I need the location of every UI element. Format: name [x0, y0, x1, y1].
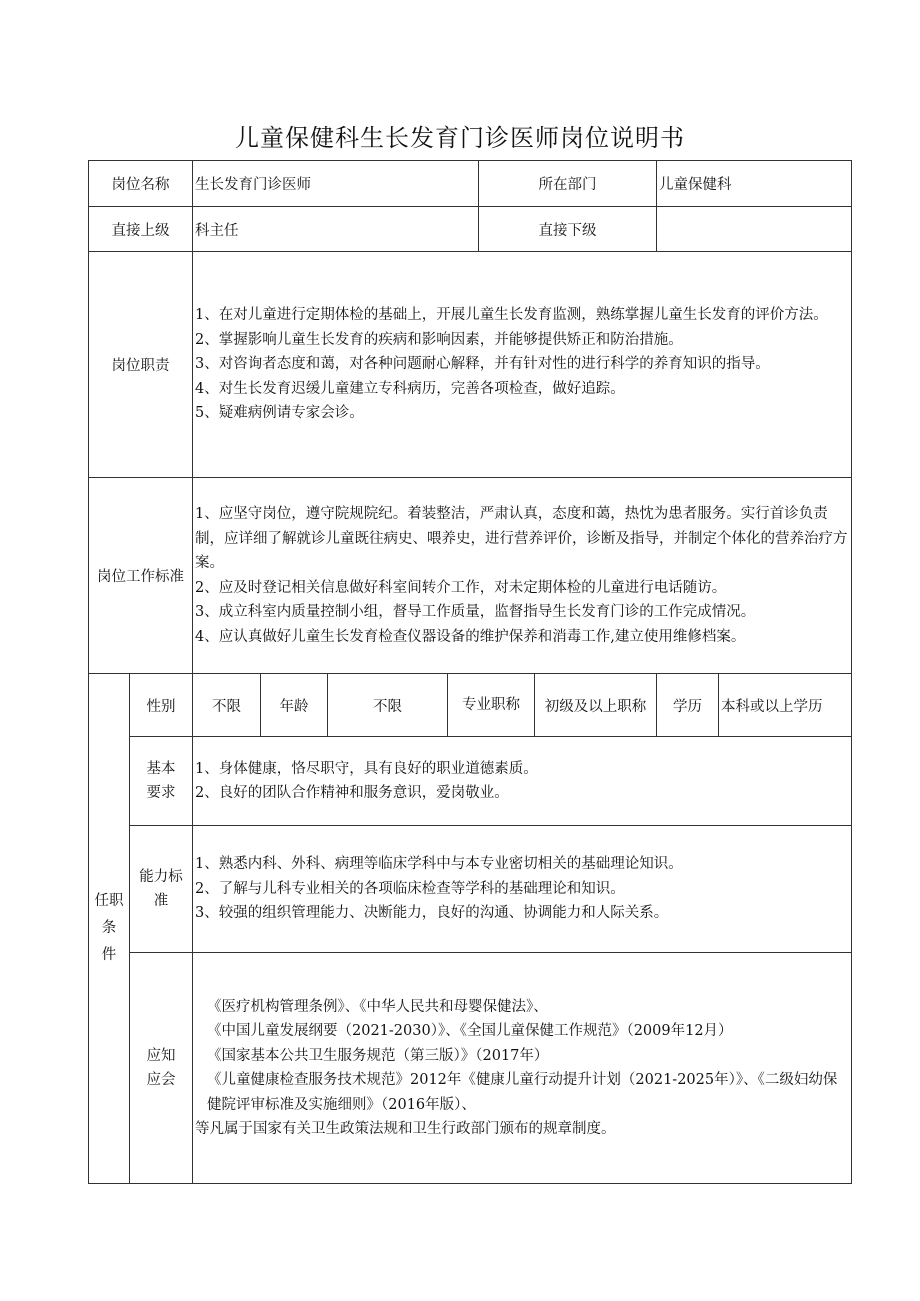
standard-item: 3、成立科室内质量控制小组，督导工作质量，监督指导生长发育门诊的工作完成情况。	[195, 604, 756, 620]
subordinate-value	[657, 207, 852, 252]
ability-item: 2、了解与儿科专业相关的各项临床检查等学科的基础理论和知识。	[195, 880, 625, 897]
dept-label: 所在部门	[479, 161, 657, 207]
duty-item: 3、对咨询者态度和蔼，对各种问题耐心解释，并有针对性的进行科学的养育知识的指导。	[195, 356, 770, 373]
basic-requirements-content	[193, 737, 852, 826]
duties-label: 岗位职责	[89, 252, 193, 478]
row-post-name	[89, 161, 852, 207]
qualifications-label-part: 条	[101, 920, 117, 936]
basic-requirement-item: 2、良好的团队合作精神和服务意识，爱岗敬业。	[195, 785, 509, 801]
post-name-label: 岗位名称	[89, 161, 193, 207]
duty-item: 1、在对儿童进行定期体检的基础上，开展儿童生长发育监测，熟练掌握儿童生长发育的评价方法。	[195, 307, 828, 324]
row-required-knowledge	[89, 953, 852, 1184]
standard-item: 2、应及时登记相关信息做好科室间转介工作，对未定期体检的儿童进行电话随访。	[195, 579, 727, 596]
ability-item: 1、熟悉内科、外科、病理等临床学科中与本专业密切相关的基础理论知识。	[195, 856, 683, 873]
superior-value: 科主任	[193, 207, 479, 252]
row-qualification-basic-info	[89, 674, 852, 737]
standard-item: 1、应坚守岗位，遵守院规院纪。着装整洁，严肃认真，态度和蔼，热忱为患者服务。实行首诊负责制，应详细了解就诊儿童既往病史、喂养史，进行营养评价，诊断及指导，并制定个体化的营养治疗方案。	[195, 506, 848, 571]
basic-requirements-label-line: 要求	[146, 785, 176, 801]
knowledge-item: 《国家基本公共卫生服务规范（第三版）》（2017年）	[207, 1047, 549, 1064]
basic-requirement-item: 1、身体健康，恪尽职守，具有良好的职业道德素质。	[195, 760, 538, 777]
ability-item: 3、较强的组织管理能力、决断能力，良好的沟通、协调能力和人际关系。	[195, 905, 669, 922]
required-knowledge-label	[130, 953, 193, 1184]
ability-standards-label	[130, 826, 193, 953]
row-duties	[89, 252, 852, 478]
row-standards	[89, 478, 852, 674]
ability-standards-label-line: 准	[153, 893, 169, 909]
knowledge-item: 《医疗机构管理条例》、《中华人民共和母婴保健法》、	[207, 998, 548, 1015]
required-knowledge-label-line: 应知	[146, 1048, 176, 1064]
required-knowledge-label-line: 应会	[146, 1072, 176, 1088]
ability-standards-label-line: 能力标	[139, 869, 183, 885]
knowledge-item: 《中国儿童发展纲要（2021-2030）》、《全国儿童保健工作规范》（2009年12月）	[207, 1023, 733, 1039]
duty-item: 4、对生长发育迟缓儿童建立专科病历，完善各项检查，做好追踪。	[195, 380, 625, 397]
ability-standards-content	[193, 826, 852, 953]
superior-label: 直接上级	[89, 207, 193, 252]
document-title: 儿童保健科生长发育门诊医师岗位说明书	[235, 124, 685, 152]
post-name-value: 生长发育门诊医师	[193, 161, 479, 207]
row-basic-requirements	[89, 737, 852, 826]
row-ability-standards	[89, 826, 852, 953]
required-knowledge-content	[193, 953, 852, 1184]
age-value: 不限	[328, 674, 448, 737]
education-value: 本科或以上学历	[719, 674, 852, 737]
duties-content	[193, 252, 852, 478]
qualifications-label	[89, 674, 130, 1184]
standards-content	[193, 478, 852, 674]
standard-item: 4、应认真做好儿童生长发育检查仪器设备的维护保养和消毒工作,建立使用维修档案。	[195, 628, 746, 645]
basic-requirements-label-line: 基本	[146, 761, 176, 777]
duty-item: 2、掌握影响儿童生长发育的疾病和影响因素，并能够提供矫正和防治措施。	[195, 331, 683, 348]
knowledge-item: 《儿童健康检查服务技术规范》2012年《健康儿童行动提升计划（2021-2025年）》、《二级妇幼保健院评审标准及实施细则》（2016年版）、	[207, 1072, 838, 1113]
duty-item: 5、疑难病例请专家会诊。	[195, 405, 364, 422]
job-description-table	[88, 160, 852, 1184]
age-label: 年龄	[261, 674, 328, 737]
gender-label: 性别	[130, 674, 193, 737]
row-superior	[89, 207, 852, 252]
education-label: 学历	[657, 674, 719, 737]
gender-value: 不限	[193, 674, 261, 737]
qualifications-label-part: 件	[101, 947, 117, 963]
knowledge-item: 等凡属于国家有关卫生政策法规和卫生行政部门颁布的规章制度。	[195, 1121, 616, 1137]
dept-value: 儿童保健科	[657, 161, 852, 207]
qualifications-label-part: 任职	[94, 893, 124, 909]
subordinate-label: 直接下级	[479, 207, 657, 252]
professional-title-label: 专业职称	[448, 674, 535, 737]
basic-requirements-label	[130, 737, 193, 826]
standards-label: 岗位工作标准	[89, 478, 193, 674]
professional-title-value: 初级及以上职称	[535, 674, 657, 737]
